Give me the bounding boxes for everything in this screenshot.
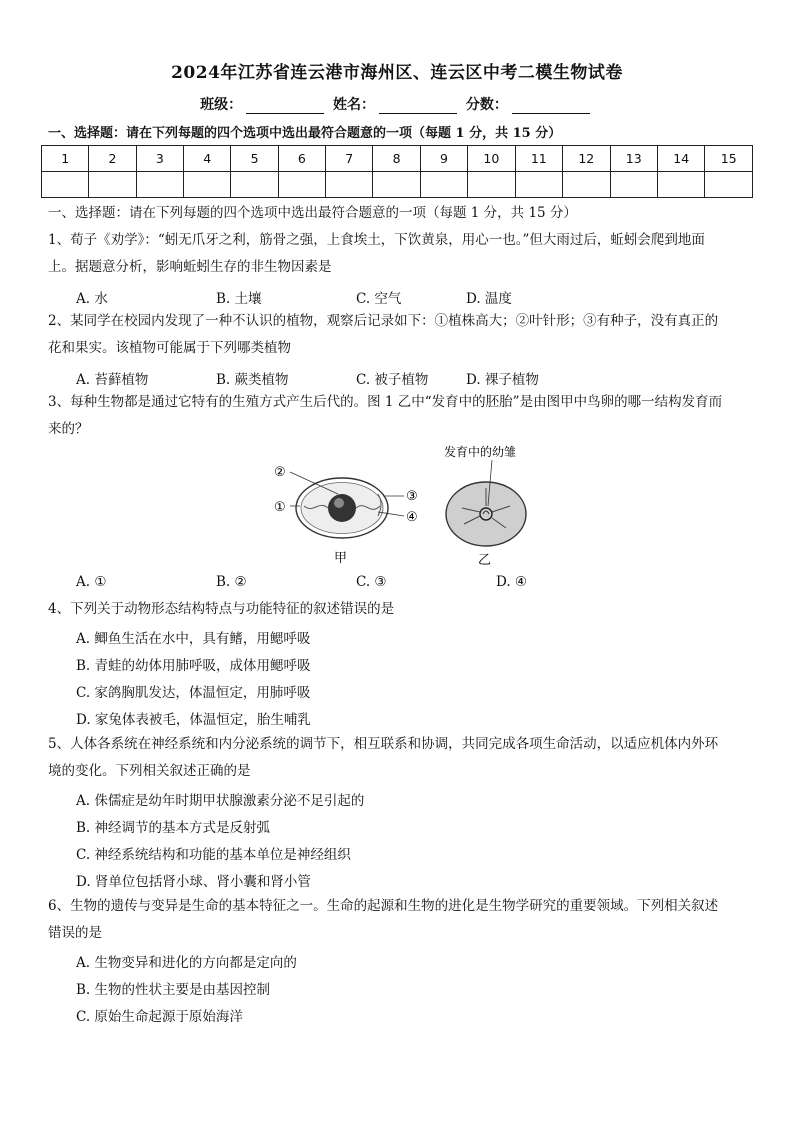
option-d[interactable]: D. 温度 [466,291,512,307]
figure-label-4: ④ [406,510,418,525]
option-c[interactable]: C. 空气 [356,291,402,307]
answer-table-blank-row [42,172,753,198]
option-d[interactable]: D. 裸子植物 [466,372,539,388]
option-c[interactable]: C. 原始生命起源于原始海洋 [76,1009,243,1025]
answer-number: 14 [657,146,704,172]
answer-number: 9 [420,146,467,172]
figure-label-1: ① [274,500,286,515]
answer-cell[interactable] [42,172,89,198]
option-c[interactable]: C. 家鸽胸肌发达，体温恒定，用肺呼吸 [76,685,311,701]
option-a[interactable]: A. 侏儒症是幼年时期甲状腺激素分泌不足引起的 [76,793,365,809]
answer-number: 8 [373,146,420,172]
question-4-line-1: 4、下列关于动物形态结构特点与功能特征的叙述错误的是 [48,601,395,617]
answer-cell[interactable] [231,172,278,198]
question-2-line-2: 花和果实。该植物可能属于下列哪类植物 [48,340,291,356]
option-b[interactable]: B. 生物的性状主要是由基因控制 [76,982,271,998]
option-d[interactable]: D. 肾单位包括肾小球、肾小囊和肾小管 [76,874,311,890]
score-blank[interactable] [512,99,590,114]
option-a[interactable]: A. 生物变异和进化的方向都是定向的 [76,955,297,971]
option-b[interactable]: B. 神经调节的基本方式是反射弧 [76,820,271,836]
answer-number: 11 [515,146,562,172]
answer-cell[interactable] [657,172,704,198]
option-b[interactable]: B. 青蛙的幼体用肺呼吸，成体用鳃呼吸 [76,658,311,674]
answer-cell[interactable] [326,172,373,198]
answer-number: 4 [184,146,231,172]
egg-embryo-figure [266,442,536,570]
egg-yolk [328,494,356,522]
option-d[interactable]: D. ④ [496,574,528,590]
figure-label-2: ② [274,465,286,480]
question-1-line-1: 1、荀子《劝学》：“蚓无爪牙之利，筋骨之强，上食埃土，下饮黄泉，用心一也。”但大雨过后，蚯蚓会爬到地面 [48,232,705,248]
class-label: 班级： [200,97,243,113]
page-title: 2024年江苏省连云港市海州区、连云区中考二模生物试卷 [171,63,623,83]
answer-number: 12 [563,146,610,172]
answer-cell[interactable] [136,172,183,198]
answer-cell[interactable] [610,172,657,198]
answer-cell[interactable] [373,172,420,198]
answer-cell[interactable] [705,172,753,198]
option-b[interactable]: B. 蕨类植物 [216,372,289,388]
question-6-line-2: 错误的是 [48,925,102,941]
option-a[interactable]: A. ① [76,574,107,590]
answer-number: 2 [89,146,136,172]
question-5-line-2: 境的变化。下列相关叙述正确的是 [48,763,251,779]
answer-number: 15 [705,146,753,172]
option-c[interactable]: C. 被子植物 [356,372,429,388]
bird-egg-diagram [274,465,418,566]
section-heading: 一、选择题：请在下列每题的四个选项中选出最符合题意的一项（每题 1 分，共 15 分） [48,205,577,221]
answer-cell[interactable] [89,172,136,198]
answer-number: 6 [278,146,325,172]
answer-cell[interactable] [515,172,562,198]
option-b[interactable]: B. ② [216,574,247,590]
name-blank[interactable] [379,99,457,114]
student-info-line [0,94,794,114]
yolk-highlight [334,498,344,508]
answer-table [41,145,753,198]
figure-caption-jia: 甲 [334,551,348,566]
answer-table-number-row [42,146,753,172]
answer-number: 10 [468,146,515,172]
answer-number: 13 [610,146,657,172]
section-heading-bold: 一、选择题：请在下列每题的四个选项中选出最符合题意的一项（每题 1 分，共 15 分） [48,126,562,141]
option-a[interactable]: A. 苔藓植物 [76,372,149,388]
option-a[interactable]: A. 水 [76,291,108,307]
class-blank[interactable] [246,99,324,114]
option-c[interactable]: C. ③ [356,574,387,590]
question-6-line-1: 6、生物的遗传与变异是生命的基本特征之一。生命的起源和生物的进化是生物学研究的重要领域。下列相关叙述 [48,898,719,914]
answer-number: 7 [326,146,373,172]
question-3-line-1: 3、每种生物都是通过它特有的生殖方式产生后代的。图 1 乙中“发育中的胚胎”是由图甲中鸟卵的哪一结构发育而 [48,394,723,410]
answer-number: 1 [42,146,89,172]
answer-number: 5 [231,146,278,172]
developing-embryo-diagram [444,444,526,568]
question-1-line-2: 上。据题意分析，影响蚯蚓生存的非生物因素是 [48,259,332,275]
option-b[interactable]: B. 土壤 [216,291,262,307]
answer-number: 3 [136,146,183,172]
name-label: 姓名： [333,97,375,113]
question-5-line-1: 5、人体各系统在神经系统和内分泌系统的调节下，相互联系和协调，共同完成各项生命活动，以适应机体内外环 [48,736,719,752]
answer-cell[interactable] [420,172,467,198]
answer-cell[interactable] [468,172,515,198]
score-label: 分数： [465,97,508,113]
option-a[interactable]: A. 鲫鱼生活在水中，具有鳍，用鳃呼吸 [76,631,311,647]
embryo-label: 发育中的幼雏 [444,445,517,459]
option-d[interactable]: D. 家兔体表被毛，体温恒定，胎生哺乳 [76,712,311,728]
answer-cell[interactable] [184,172,231,198]
figure-label-3: ③ [406,489,418,504]
answer-cell[interactable] [278,172,325,198]
option-c[interactable]: C. 神经系统结构和功能的基本单位是神经组织 [76,847,351,863]
answer-cell[interactable] [563,172,610,198]
question-2-line-1: 2、某同学在校园内发现了一种不认识的植物，观察后记录如下：①植株高大；②叶针形；③有种子，没有真正的 [48,313,719,329]
figure-caption-yi: 乙 [478,553,492,568]
question-3-line-2: 来的？ [48,421,89,437]
